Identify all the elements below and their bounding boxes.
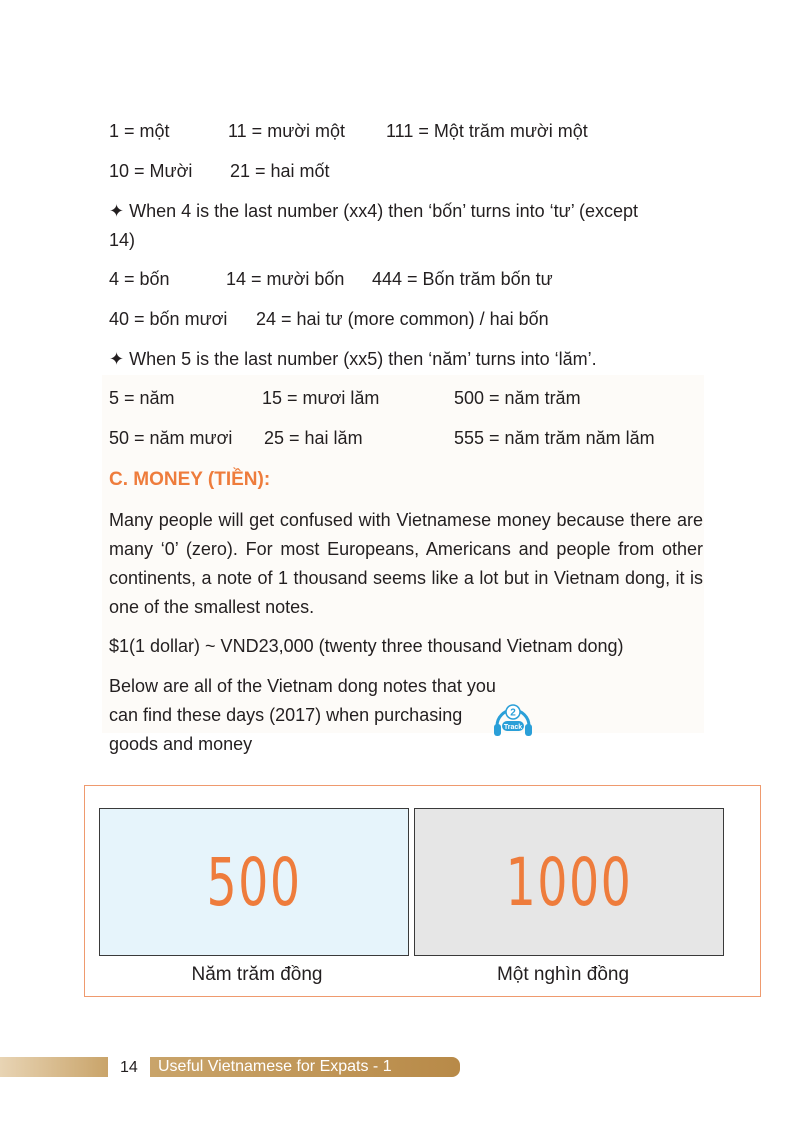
note-caption: Một nghìn đồng [496,964,630,985]
track-label: Track [503,724,523,731]
number-example: 11 = mười một [228,121,346,141]
number-example: 5 = năm [109,388,175,408]
book-title: Useful Vietnamese for Expats - 1 [158,1058,392,1075]
number-example: 24 = hai tư (more common) / hai bốn [256,309,549,329]
note-value: 1000 [505,843,633,921]
star-bullet-icon: ✦ [109,201,125,221]
track-number: 2 [510,707,516,719]
number-example: 15 = mươi lăm [262,388,380,408]
number-example: 10 = Mười [109,161,193,181]
notes-intro-paragraph: Below are all of the Vietnam dong notes that you can find these days (2017) when purchasing goods and money [109,676,496,754]
exchange-rate-paragraph: $1(1 dollar) ~ VND23,000 (twenty three thousand Vietnam dong) [109,636,624,656]
rule-text: When 5 is the last number (xx5) then ‘năm’ turns into ‘lăm’. [129,349,597,369]
footer-bar [0,1057,108,1077]
number-example: 50 = năm mươi [109,428,233,448]
note-caption: Năm trăm đồng [191,964,323,985]
note-500-image [99,808,409,956]
number-example: 555 = năm trăm năm lăm [454,428,655,448]
number-example: 40 = bốn mươi [109,309,228,329]
note-value: 500 [206,843,302,921]
number-example: 111 = Một trăm mười một [386,121,588,141]
number-example: 21 = hai mốt [230,161,330,181]
rule-four [109,199,638,223]
number-example: 500 = năm trăm [454,388,581,408]
number-example: 1 = một [109,121,170,141]
headphones-track-icon[interactable] [491,700,535,740]
number-example: 444 = Bốn trăm bốn tư [372,269,553,289]
page-number: 14 [120,1059,138,1076]
number-example: 25 = hai lăm [264,428,363,448]
star-bullet-icon: ✦ [109,349,125,369]
rule-five [109,347,597,371]
money-paragraph: Many people will get confused with Vietnamese money because there are many ‘0’ (zero). For most Europeans, Americans and people from other continents, a note of 1 thousand seems like a lot but in Vietnam dong, it is one of the smallest notes. [109,510,703,617]
rule-text: When 4 is the last number (xx4) then ‘bốn’ turns into ‘tư’ (except [129,201,639,221]
rule-four-continued: 14) [109,230,136,250]
section-heading: C. MONEY (TIỀN): [109,469,271,490]
number-example: 14 = mười bốn [226,269,345,289]
note-1000-image [414,808,724,956]
number-example: 4 = bốn [109,269,170,289]
